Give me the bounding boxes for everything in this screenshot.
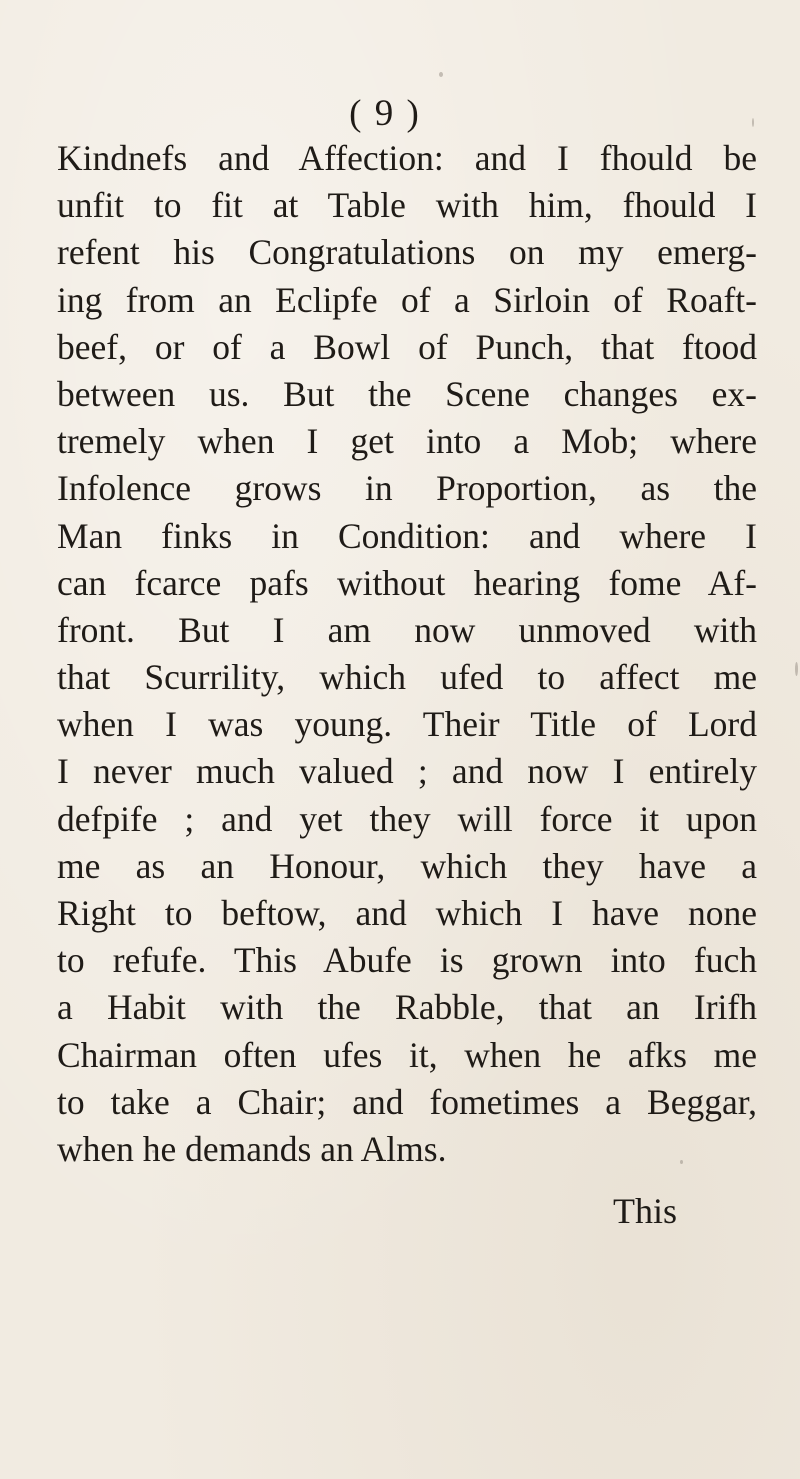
- catchword: This: [613, 1191, 678, 1231]
- text-line: I never much valued ; and now I entirely: [57, 751, 757, 792]
- text-line: Man finks in Condition: and where I: [57, 515, 757, 556]
- text-line: beef, or of a Bowl of Punch, that ftood: [57, 326, 757, 367]
- text-line: Infolence grows in Proportion, as the: [57, 468, 757, 509]
- text-line: can fcarce pafs without hearing fome Af-: [57, 562, 757, 603]
- text-line: Kindnefs and Affection: and I fhould be: [57, 138, 757, 178]
- text-line: defpife ; and yet they will force it upon: [57, 798, 757, 839]
- body-text: [57, 135, 757, 1173]
- text-line: Right to beftow, and which I have none: [57, 893, 757, 933]
- text-line: that Scurrility, which ufed to affect me: [57, 657, 757, 698]
- paper-speck: [152, 1150, 155, 1153]
- text-line: unfit to fit at Table with him, fhould I: [57, 185, 757, 226]
- text-line: between us. But the Scene changes ex-: [57, 373, 757, 414]
- paper-speck: [795, 662, 798, 676]
- text-line: front. But I am now unmoved with: [57, 609, 757, 650]
- text-line: a Habit with the Rabble, that an Irifh: [57, 987, 757, 1028]
- page-number: ( 9 ): [349, 93, 421, 134]
- text-line: refent his Congratulations on my emerg-: [57, 232, 757, 273]
- paper-speck: [752, 118, 754, 127]
- paper-speck: [680, 1160, 683, 1164]
- text-line: Chairman often ufes it, when he afks me: [57, 1034, 757, 1075]
- paper-speck: [439, 72, 443, 77]
- text-line: when I was young. Their Title of Lord: [57, 704, 757, 745]
- text-line: to take a Chair; and fometimes a Beggar,: [57, 1081, 757, 1122]
- text-line: ing from an Eclipfe of a Sirloin of Roaft-: [57, 279, 757, 320]
- text-line: to refufe. This Abufe is grown into fuch: [57, 940, 757, 981]
- text-line-last: when he demands an Alms.: [57, 1128, 447, 1169]
- text-line: me as an Honour, which they have a: [57, 845, 757, 886]
- text-line: tremely when I get into a Mob; where: [57, 421, 757, 462]
